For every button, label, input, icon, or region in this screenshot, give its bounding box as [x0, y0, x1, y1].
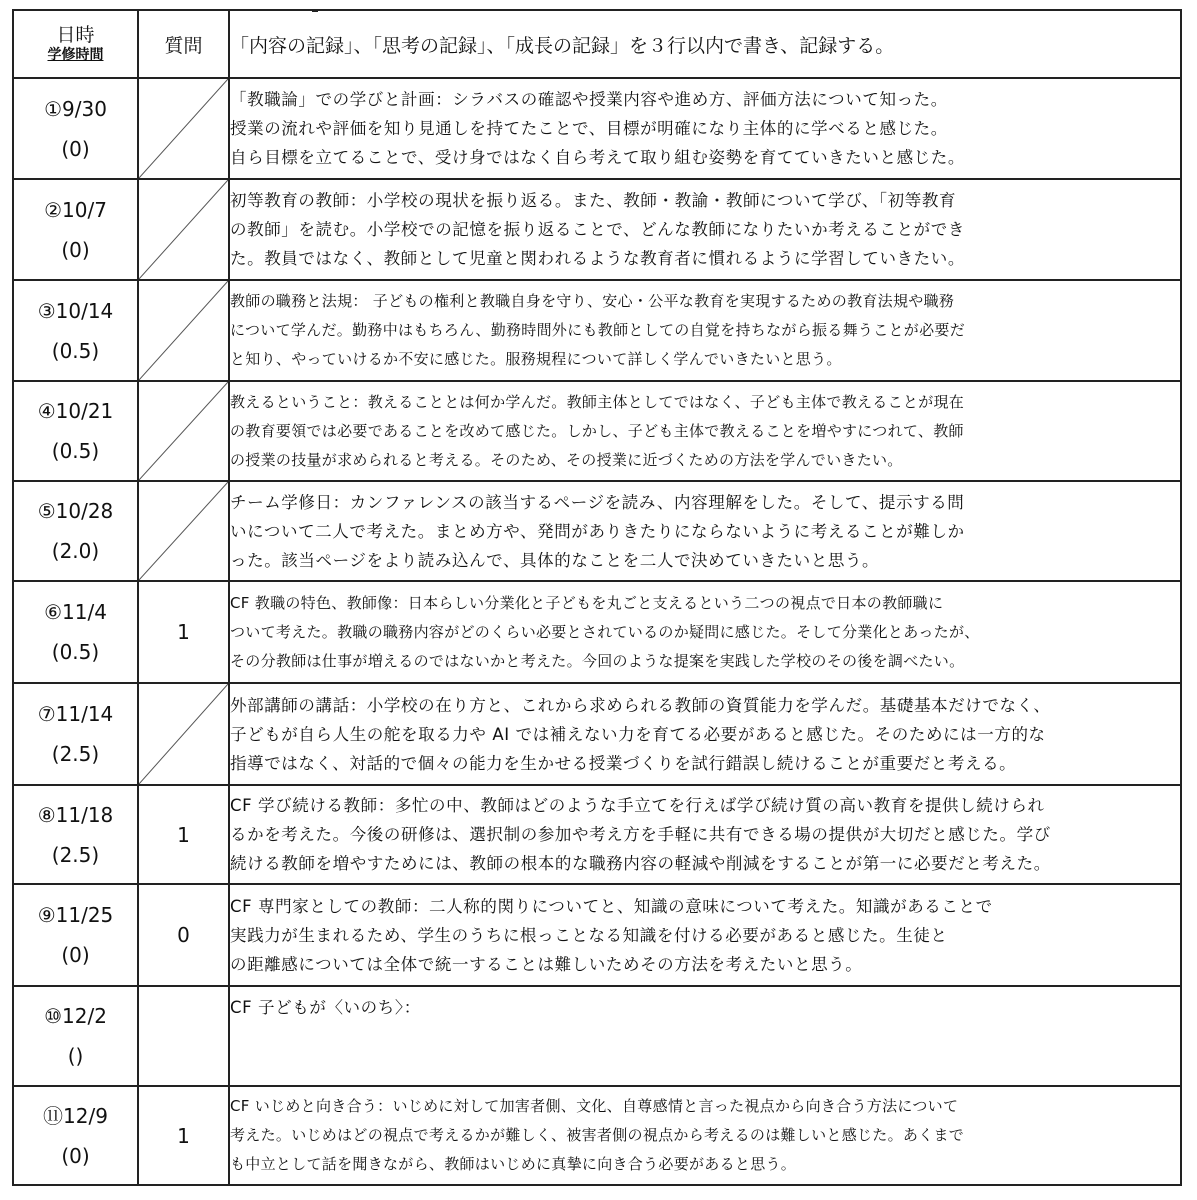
header-row [13, 10, 1181, 78]
empty-slash-mark [139, 79, 228, 178]
study-hours: (2.0) [51, 539, 100, 563]
record-line: 教師の職務と法規： 子どもの権利と教職自身を守り、安心・公平な教育を実現するための教育法規や職務 [230, 292, 955, 310]
record-cell [229, 986, 1181, 1086]
date-cell [13, 179, 138, 280]
session-date: ⑪12/9 [43, 1103, 108, 1128]
session-date: ④10/21 [37, 399, 114, 423]
session-date: ⑧11/18 [37, 802, 114, 827]
record-line: CF 子どもが〈いのち〉： [230, 997, 421, 1017]
record-line: の教育要領では必要であることを改めて感じた。しかし、子ども主体で教えることを増やすにつれて、教師 [230, 421, 964, 440]
record-cell [229, 1086, 1181, 1185]
record-line: った。該当ページをより読み込んで、具体的なことを二人で決めていきたいと思う。 [230, 550, 880, 570]
record-line: CF 専門家としての教師：二人称的関りについてと、知識の意味について考えた。知識があることで [230, 896, 993, 916]
question-header: 質問 [138, 10, 229, 78]
log-row [13, 581, 1181, 683]
record-line: CF 教職の特色、教師像：日本らしい分業化と子どもを丸ごと支えるという二つの視点で日本の教師職に [230, 593, 944, 612]
date-cell [13, 78, 138, 179]
record-line: いについて二人で考えた。まとめ方や、発問がありきたりにならないように考えることが難しか [230, 521, 965, 541]
session-date: ⑥11/4 [44, 600, 107, 624]
record-line: た。教員ではなく、教師として児童と関われるような教育者に慣れるように学習していきたい。 [230, 249, 965, 268]
log-row [13, 179, 1181, 280]
record-line: 子どもが自ら人生の舵を取る力や AI では補えない力を育てる必要があると感じた。そのためには一方的な [230, 724, 1046, 744]
record-line: 考えた。いじめはどの視点で考えるかが難しく、被害者側の視点から考えるのは難しいと感じた。あくまで [230, 1126, 965, 1144]
session-date: ③10/14 [37, 298, 114, 323]
date-cell [13, 280, 138, 381]
log-row [13, 481, 1181, 581]
study-hours: (2.5) [51, 842, 100, 867]
record-line [230, 1022, 1180, 1051]
question-cell [138, 78, 229, 179]
session-date: ⑤10/28 [37, 499, 114, 523]
record-line: について学んだ。勤務中はもちろん、勤務時間外にも教師としての自覚を持ちながら振る舞うことが必要だ [230, 321, 966, 339]
date-cell [13, 785, 138, 884]
empty-slash-mark [139, 180, 228, 279]
study-log-table [12, 9, 1182, 1186]
question-count: 0 [177, 923, 190, 947]
log-row [13, 381, 1181, 481]
record-line: 初等教育の教師：小学校の現状を振り返る。また、教師・教諭・教師について学び、「初等教育 [230, 191, 957, 210]
question-cell [138, 1086, 229, 1185]
record-line: ついて考えた。教職の職務内容がどのくらい必要とされているのか疑問に感じた。そして分業化とあったが、 [230, 622, 980, 641]
session-date: ①9/30 [44, 96, 107, 121]
question-cell [138, 785, 229, 884]
log-row [13, 78, 1181, 179]
date-cell [13, 986, 138, 1086]
record-cell [229, 179, 1181, 280]
study-hours: (2.5) [51, 742, 100, 766]
instruction-header: 「内容の記録」、「思考の記録」、「成長の記録」を３行以内で書き、記録する。 [229, 10, 1181, 78]
record-cell [229, 581, 1181, 683]
question-count: 1 [177, 822, 190, 847]
question-count: 1 [177, 620, 190, 644]
record-line [230, 1051, 1180, 1080]
log-row [13, 986, 1181, 1086]
empty-slash-mark [139, 281, 228, 380]
record-cell [229, 280, 1181, 381]
empty-slash-mark [139, 482, 228, 580]
record-line: 外部講師の講話：小学校の在り方と、これから求められる教師の資質能力を学んだ。基礎基本だけでなく、 [230, 695, 1051, 715]
date-header [13, 10, 138, 78]
question-cell [138, 581, 229, 683]
record-line: CF いじめと向き合う：いじめに対して加害者側、文化、自尊感情と言った視点から向き合う方法について [230, 1097, 959, 1115]
record-line: の教師」を読む。小学校での記憶を振り返ることで、どんな教師になりたいか考えることができ [230, 220, 965, 239]
record-cell [229, 884, 1181, 986]
study-hours: (0) [61, 1143, 90, 1168]
question-cell [138, 179, 229, 280]
record-line: 「教職論」での学びと計画：シラバスの確認や授業内容や進め方、評価方法について知った。 [230, 90, 948, 109]
question-count: 1 [177, 1123, 190, 1148]
log-row [13, 1086, 1181, 1185]
log-row [13, 785, 1181, 884]
record-line: 授業の流れや評価を知り見通しを持てたことで、目標が明確になり主体的に学べると感じた。 [230, 119, 948, 138]
study-hours: (0.5) [51, 640, 100, 664]
record-line: るかを考えた。今後の研修は、選択制の参加や考え方を手軽に共有できる場の提供が大切だと感じた。学び [230, 825, 1051, 844]
empty-slash-mark [139, 382, 228, 480]
session-date: ⑨11/25 [37, 903, 114, 927]
study-hours: (0) [61, 237, 90, 262]
record-line: チーム学修日：カンファレンスの該当するページを読み、内容理解をした。そして、提示する問 [230, 492, 965, 512]
record-cell [229, 381, 1181, 481]
question-cell [138, 986, 229, 1086]
hours-label: 学修時間 [47, 47, 104, 63]
record-line: 実践力が生まれるため、学生のうちに根っことなる知識を付ける必要があると感じた。生徒と [230, 925, 948, 945]
question-cell [138, 381, 229, 481]
record-cell [229, 785, 1181, 884]
session-date: ⑩12/2 [44, 1004, 107, 1028]
date-cell [13, 581, 138, 683]
question-cell [138, 683, 229, 785]
date-label: 日時 [56, 24, 95, 47]
session-date: ②10/7 [44, 197, 107, 222]
record-line: CF 学び続ける教師：多忙の中、教師はどのような手立てを行えば学び続け質の高い教育を提供し続けられ [230, 796, 1045, 815]
study-hours: (0) [61, 136, 90, 161]
record-cell [229, 481, 1181, 581]
log-row [13, 280, 1181, 381]
empty-slash-mark [139, 684, 228, 784]
study-hours: () [67, 1044, 84, 1068]
log-row [13, 884, 1181, 986]
record-cell [229, 78, 1181, 179]
date-cell [13, 884, 138, 986]
record-line: 続ける教師を増やすためには、教師の根本的な職務内容の軽減や削減をすることが第一に必要だと考えた。 [230, 854, 1051, 873]
date-cell [13, 481, 138, 581]
record-line: 教えるということ：教えることとは何か学んだ。教師主体としてではなく、子ども主体で教えることが現在 [230, 392, 965, 411]
record-cell [229, 683, 1181, 785]
question-cell [138, 481, 229, 581]
date-cell [13, 1086, 138, 1185]
session-date: ⑦11/14 [37, 702, 114, 726]
record-line: の距離感については全体で統一することは難しいためその方法を考えたいと思う。 [230, 954, 863, 974]
study-hours: (0.5) [51, 338, 100, 363]
log-row [13, 683, 1181, 785]
date-cell [13, 381, 138, 481]
record-line: の授業の技量が求められると考える。そのため、その授業に近づくための方法を学んでいきたい。 [230, 450, 903, 469]
study-hours: (0) [61, 943, 90, 967]
date-cell [13, 683, 138, 785]
question-cell [138, 884, 229, 986]
study-hours: (0.5) [51, 439, 100, 463]
record-line: 自ら目標を立てることで、受け身ではなく自ら考えて取り組む姿勢を育てていきたいと感じた。 [230, 148, 965, 167]
question-cell [138, 280, 229, 381]
record-line: その分教師は仕事が増えるのではないかと考えた。今回のような提案を実践した学校のその後を調べたい。 [230, 651, 965, 670]
record-line: も中立として話を聞きながら、教師はいじめに真摯に向き合う必要があると思う。 [230, 1155, 797, 1173]
record-line: と知り、やっていけるか不安に感じた。服務規程について詳しく学んでいきたいと思う。 [230, 350, 842, 368]
log-body [13, 78, 1181, 1185]
record-line: 指導ではなく、対話的で個々の能力を生かせる授業づくりを試行錯誤し続けることが重要だと考える。 [230, 753, 1017, 773]
